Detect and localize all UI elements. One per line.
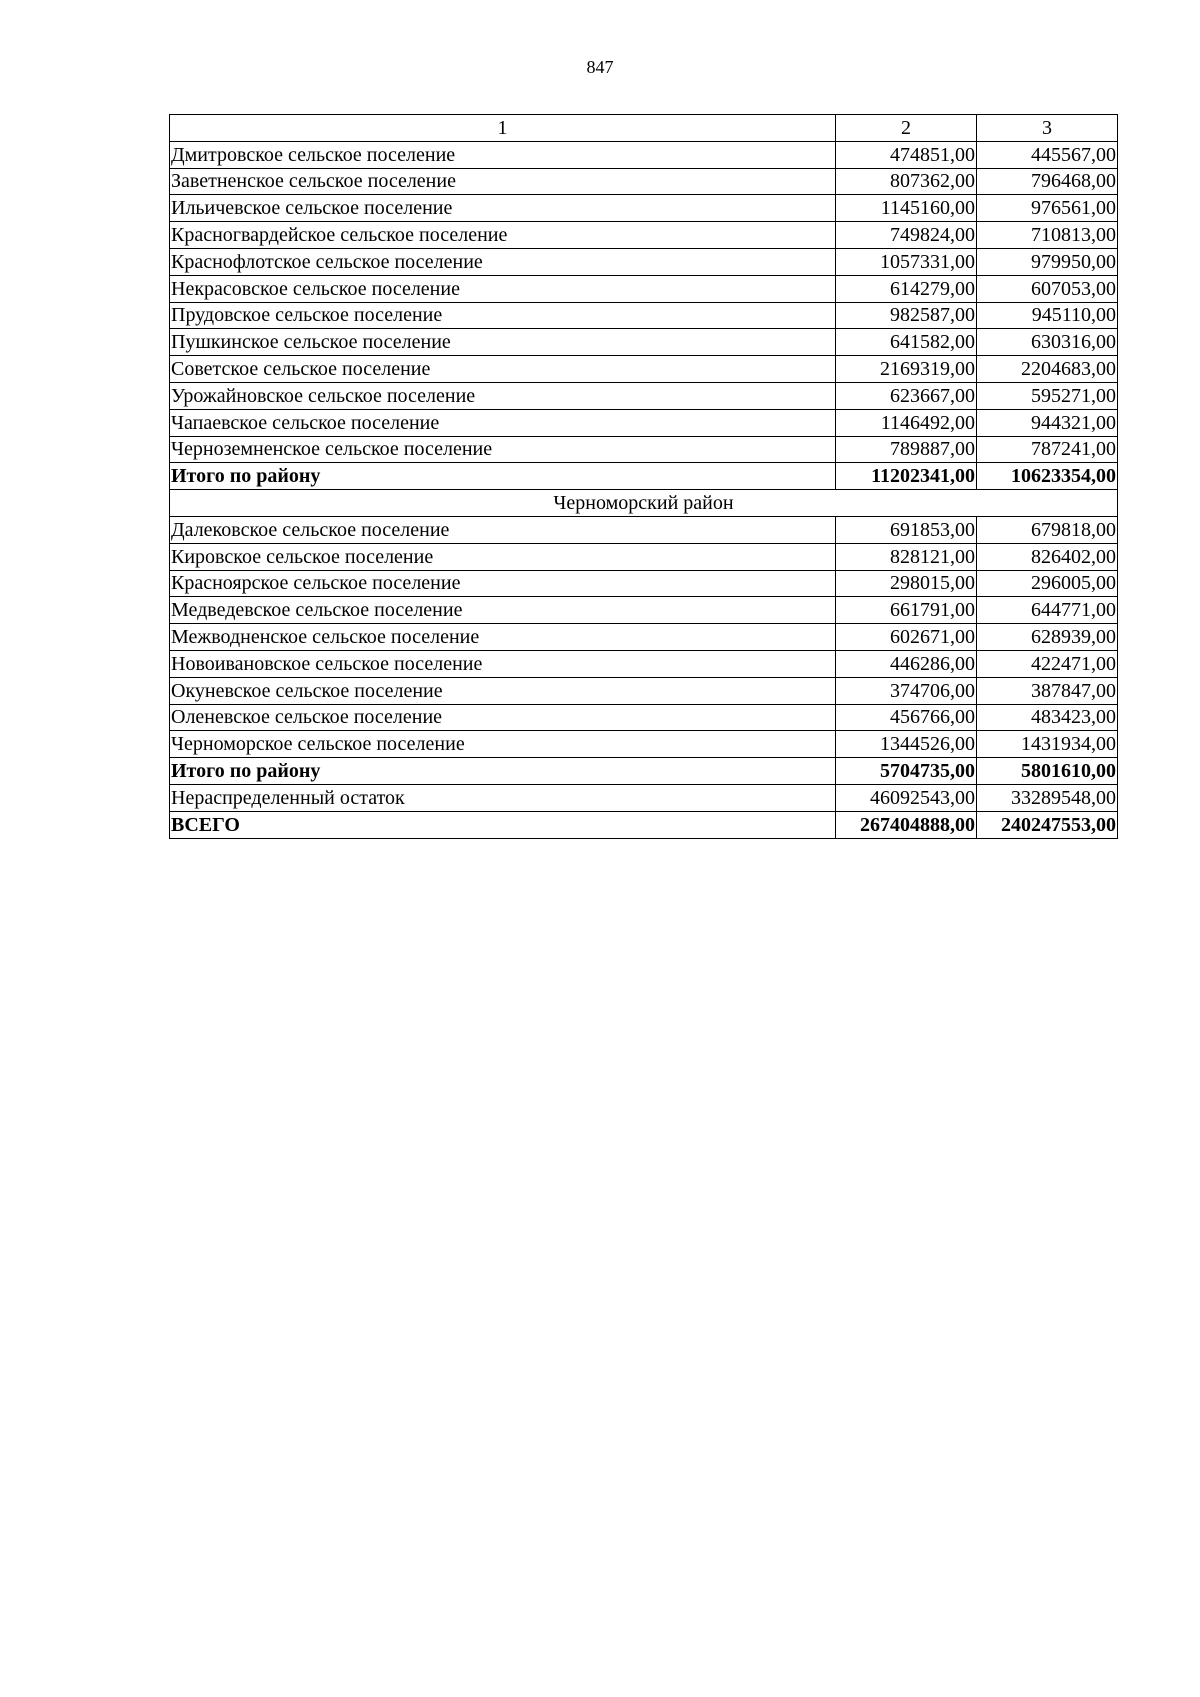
settlement-name-cell: Урожайновское сельское поселение <box>170 382 836 409</box>
value-col3-cell: 979950,00 <box>977 248 1118 275</box>
value-col3-cell: 422471,00 <box>977 650 1118 677</box>
table-row <box>170 677 1118 704</box>
value-col2-cell: 1344526,00 <box>836 731 977 758</box>
settlement-name-cell: Некрасовское сельское поселение <box>170 275 836 302</box>
table-row <box>170 784 1118 811</box>
value-col2-cell: 267404888,00 <box>836 811 977 838</box>
value-col3-cell: 630316,00 <box>977 329 1118 356</box>
total-row <box>170 758 1118 785</box>
header-cell-1: 1 <box>170 115 836 142</box>
value-col2-cell: 11202341,00 <box>836 463 977 490</box>
settlement-name-cell: Межводненское сельское поселение <box>170 624 836 651</box>
table-row <box>170 382 1118 409</box>
table-row <box>170 302 1118 329</box>
table-row <box>170 168 1118 195</box>
settlement-name-cell: Красноярское сельское поселение <box>170 570 836 597</box>
value-col3-cell: 710813,00 <box>977 222 1118 249</box>
table-row <box>170 222 1118 249</box>
settlement-name-cell: Далековское сельское поселение <box>170 516 836 543</box>
table-row <box>170 436 1118 463</box>
data-table <box>169 114 1118 839</box>
value-col3-cell: 679818,00 <box>977 516 1118 543</box>
value-col3-cell: 387847,00 <box>977 677 1118 704</box>
settlement-name-cell: Итого по району <box>170 463 836 490</box>
value-col3-cell: 796468,00 <box>977 168 1118 195</box>
value-col2-cell: 5704735,00 <box>836 758 977 785</box>
table-header-row <box>170 115 1118 142</box>
value-col2-cell: 602671,00 <box>836 624 977 651</box>
table-row <box>170 195 1118 222</box>
table-row <box>170 275 1118 302</box>
value-col3-cell: 1431934,00 <box>977 731 1118 758</box>
value-col2-cell: 691853,00 <box>836 516 977 543</box>
table-row <box>170 731 1118 758</box>
value-col2-cell: 298015,00 <box>836 570 977 597</box>
header-cell-3: 3 <box>977 115 1118 142</box>
value-col2-cell: 661791,00 <box>836 597 977 624</box>
table-row <box>170 543 1118 570</box>
value-col3-cell: 445567,00 <box>977 141 1118 168</box>
total-row <box>170 811 1118 838</box>
table-row <box>170 516 1118 543</box>
value-col2-cell: 2169319,00 <box>836 356 977 383</box>
table-row <box>170 650 1118 677</box>
table-row <box>170 356 1118 383</box>
value-col2-cell: 1145160,00 <box>836 195 977 222</box>
table-row <box>170 409 1118 436</box>
settlement-name-cell: Советское сельское поселение <box>170 356 836 383</box>
value-col3-cell: 644771,00 <box>977 597 1118 624</box>
value-col2-cell: 789887,00 <box>836 436 977 463</box>
table-row <box>170 329 1118 356</box>
value-col3-cell: 5801610,00 <box>977 758 1118 785</box>
section-header-row <box>170 490 1118 517</box>
value-col2-cell: 374706,00 <box>836 677 977 704</box>
value-col3-cell: 628939,00 <box>977 624 1118 651</box>
table-row <box>170 248 1118 275</box>
settlement-name-cell: Заветненское сельское поселение <box>170 168 836 195</box>
value-col3-cell: 483423,00 <box>977 704 1118 731</box>
value-col2-cell: 1146492,00 <box>836 409 977 436</box>
value-col3-cell: 945110,00 <box>977 302 1118 329</box>
settlement-name-cell: Дмитровское сельское поселение <box>170 141 836 168</box>
settlement-name-cell: Чапаевское сельское поселение <box>170 409 836 436</box>
value-col3-cell: 607053,00 <box>977 275 1118 302</box>
settlement-name-cell: Окуневское сельское поселение <box>170 677 836 704</box>
settlement-name-cell: Медведевское сельское поселение <box>170 597 836 624</box>
table-row <box>170 570 1118 597</box>
table-row <box>170 624 1118 651</box>
settlement-name-cell: Ильичевское сельское поселение <box>170 195 836 222</box>
value-col3-cell: 787241,00 <box>977 436 1118 463</box>
value-col2-cell: 46092543,00 <box>836 784 977 811</box>
total-row <box>170 463 1118 490</box>
header-cell-2: 2 <box>836 115 977 142</box>
value-col3-cell: 595271,00 <box>977 382 1118 409</box>
value-col2-cell: 828121,00 <box>836 543 977 570</box>
value-col3-cell: 240247553,00 <box>977 811 1118 838</box>
settlement-name-cell: Нераспределенный остаток <box>170 784 836 811</box>
settlement-name-cell: Красногвардейское сельское поселение <box>170 222 836 249</box>
settlement-name-cell: Черноземненское сельское поселение <box>170 436 836 463</box>
settlement-name-cell: Прудовское сельское поселение <box>170 302 836 329</box>
value-col2-cell: 623667,00 <box>836 382 977 409</box>
value-col2-cell: 641582,00 <box>836 329 977 356</box>
table-body <box>170 115 1118 839</box>
value-col3-cell: 944321,00 <box>977 409 1118 436</box>
settlement-name-cell: Пушкинское сельское поселение <box>170 329 836 356</box>
value-col2-cell: 614279,00 <box>836 275 977 302</box>
settlement-name-cell: Итого по району <box>170 758 836 785</box>
section-title: Черноморский район <box>170 490 1118 517</box>
value-col3-cell: 976561,00 <box>977 195 1118 222</box>
settlement-name-cell: Оленевское сельское поселение <box>170 704 836 731</box>
table-row <box>170 704 1118 731</box>
settlement-name-cell: Краснофлотское сельское поселение <box>170 248 836 275</box>
value-col2-cell: 982587,00 <box>836 302 977 329</box>
settlement-name-cell: Кировское сельское поселение <box>170 543 836 570</box>
settlement-name-cell: ВСЕГО <box>170 811 836 838</box>
value-col2-cell: 749824,00 <box>836 222 977 249</box>
value-col3-cell: 826402,00 <box>977 543 1118 570</box>
value-col2-cell: 474851,00 <box>836 141 977 168</box>
value-col2-cell: 456766,00 <box>836 704 977 731</box>
table-row <box>170 141 1118 168</box>
value-col2-cell: 807362,00 <box>836 168 977 195</box>
value-col3-cell: 10623354,00 <box>977 463 1118 490</box>
settlement-name-cell: Черноморское сельское поселение <box>170 731 836 758</box>
page-number: 847 <box>586 57 614 77</box>
table-row <box>170 597 1118 624</box>
value-col3-cell: 33289548,00 <box>977 784 1118 811</box>
value-col3-cell: 296005,00 <box>977 570 1118 597</box>
value-col2-cell: 446286,00 <box>836 650 977 677</box>
value-col3-cell: 2204683,00 <box>977 356 1118 383</box>
settlement-name-cell: Новоивановское сельское поселение <box>170 650 836 677</box>
value-col2-cell: 1057331,00 <box>836 248 977 275</box>
